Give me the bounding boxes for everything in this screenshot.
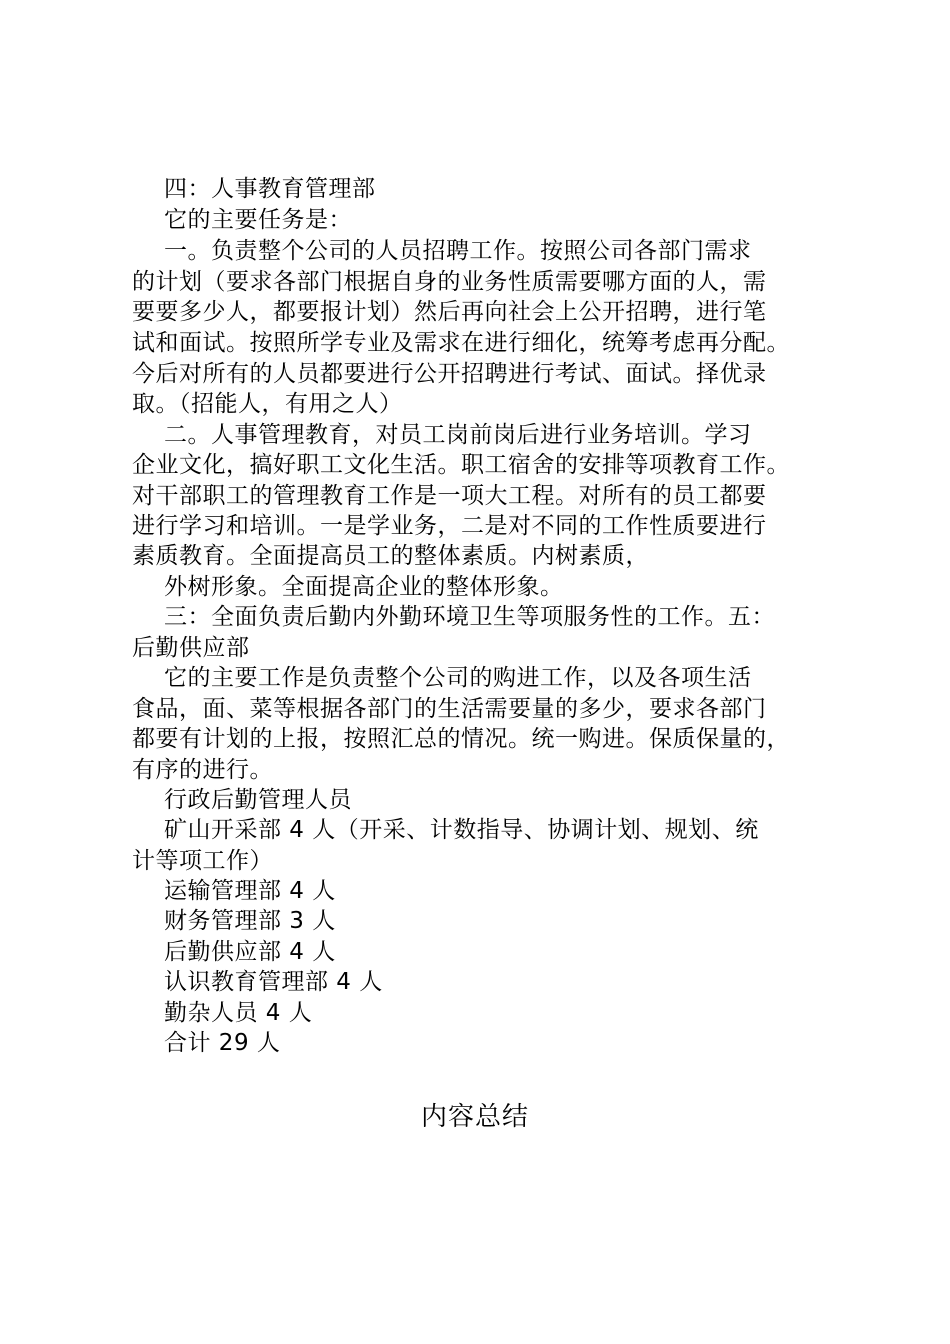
- staff-total: 合计 29 人: [164, 1030, 281, 1056]
- text-line: 企业文化，搞好职工文化生活。职工宿舍的安排等项教育工作。: [132, 452, 790, 478]
- text-line: 它的主要任务是：: [164, 207, 352, 233]
- text-line: 今后对所有的人员都要进行公开招聘进行考试、面试。择优录: [132, 361, 767, 387]
- staff-item: 认识教育管理部 4 人: [164, 969, 383, 995]
- text-line: 取。（招能人，有用之人）: [132, 391, 403, 417]
- staff-item: 勤杂人员 4 人: [164, 1000, 313, 1026]
- text-line: 的计划（要求各部门根据自身的业务性质需要哪方面的人，需: [132, 269, 767, 295]
- staff-item-continued: 计等项工作）: [132, 848, 273, 874]
- text-line: 对干部职工的管理教育工作是一项大工程。对所有的员工都要: [132, 483, 767, 509]
- text-line: 试和面试。按照所学专业及需求在进行细化，统筹考虑再分配。: [132, 330, 790, 356]
- text-line: 有序的进行。: [132, 757, 273, 783]
- text-line: 素质教育。全面提高员工的整体素质。内树素质，: [132, 543, 649, 569]
- summary-title: 内容总结: [420, 1102, 529, 1132]
- section-heading-logistics: 后勤供应部: [132, 635, 250, 661]
- text-line: 一。负责整个公司的人员招聘工作。按照公司各部门需求: [164, 238, 752, 264]
- text-line: 二。人事管理教育，对员工岗前岗后进行业务培训。学习: [164, 422, 752, 448]
- text-line: 要要多少人，都要报计划）然后再向社会上公开招聘，进行笔: [132, 299, 767, 325]
- text-line: 都要有计划的上报，按照汇总的情况。统一购进。保质保量的，: [132, 726, 790, 752]
- text-line: 外树形象。全面提高企业的整体形象。: [164, 574, 564, 600]
- text-line: 三：全面负责后勤内外勤环境卫生等项服务性的工作。五：: [164, 604, 775, 630]
- text-line: 食品，面、菜等根据各部门的生活需要量的多少，要求各部门: [132, 696, 767, 722]
- staff-item: 矿山开采部 4 人（开采、计数指导、协调计划、规划、统: [164, 817, 759, 843]
- staff-item: 财务管理部 3 人: [164, 908, 336, 934]
- section-heading-hr: 四：人事教育管理部: [164, 176, 376, 202]
- text-line: 进行学习和培训。一是学业务，二是对不同的工作性质要进行: [132, 513, 767, 539]
- staff-item: 后勤供应部 4 人: [164, 939, 336, 965]
- staff-heading: 行政后勤管理人员: [164, 787, 352, 813]
- text-line: 它的主要工作是负责整个公司的购进工作，以及各项生活: [164, 665, 752, 691]
- staff-item: 运输管理部 4 人: [164, 878, 336, 904]
